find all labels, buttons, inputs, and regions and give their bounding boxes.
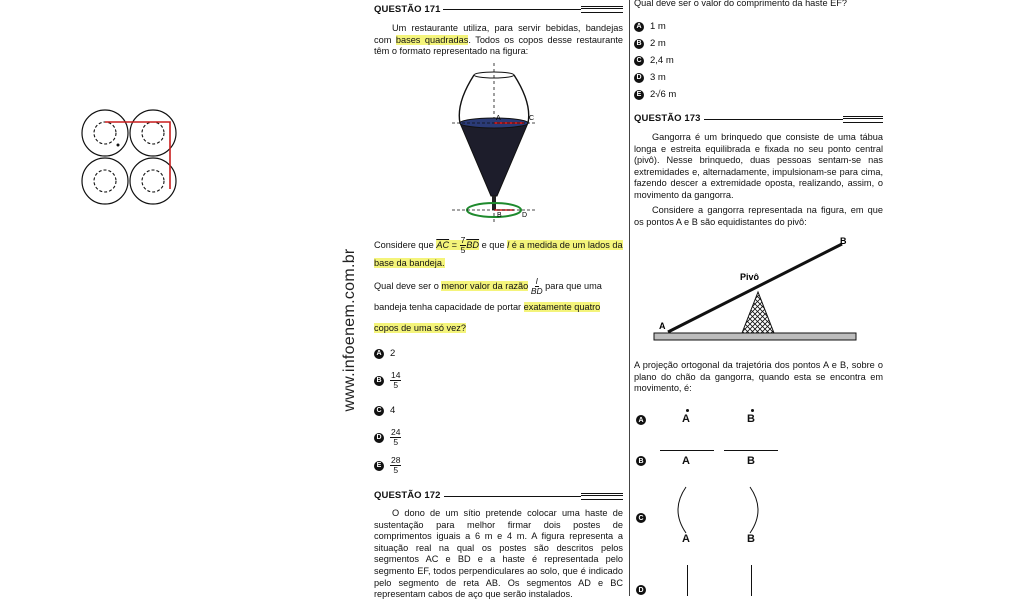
column-divider xyxy=(629,0,630,596)
q171-heading-rule xyxy=(443,9,581,10)
q173-text2: Considere a gangorra representada na figura, em que os pontos A e B são equidistantes do pivô: xyxy=(634,205,883,227)
option-badge: B xyxy=(374,376,384,386)
glass-figure xyxy=(448,63,540,223)
q173-b-line-a xyxy=(660,450,714,451)
option-badge: D xyxy=(634,73,644,83)
highlight-bases-quadradas: bases quadradas xyxy=(395,34,469,45)
q172-heading-rule xyxy=(444,496,581,497)
q173-b-line-b xyxy=(724,450,778,451)
highlight-exatamente-quatro: exatamente quatro copos de uma só vez? xyxy=(374,302,601,333)
seesaw-figure xyxy=(650,234,860,346)
option-badge: D xyxy=(636,585,646,595)
q173-b-label-b: B xyxy=(747,455,755,467)
option-badge: B xyxy=(636,456,646,466)
q171-option-d[interactable]: D $\frac{24}{5}$ xyxy=(374,428,401,447)
option-badge: B xyxy=(634,39,644,49)
q173-option-d[interactable] xyxy=(636,585,652,595)
q171-question: Qual deve ser o menor valor da razão $\frac{l}{BD}$ para que uma bandeja tenha capacidade de portar exatamente quatro copos de uma só vez? xyxy=(374,276,602,333)
q173-c-label-b: B xyxy=(747,533,755,545)
q171-option-a[interactable]: A 2 xyxy=(374,348,395,359)
glass-label-d: D xyxy=(522,212,528,219)
q173-a-dot-a xyxy=(686,409,689,412)
option-badge: C xyxy=(634,56,644,66)
q173-heading-rule xyxy=(704,119,843,120)
q173-c-arcs xyxy=(670,485,770,535)
option-badge: C xyxy=(636,513,646,523)
highlight-l-definition: l é a medida de um lados da base da bandeja. xyxy=(374,239,623,268)
q173-option-b[interactable] xyxy=(636,456,652,466)
q173-text3: A projeção ortogonal da trajetória dos pontos A e B, sobre o plano do chão da gangorra, quando esta se encontra em movimento, é: xyxy=(634,360,883,394)
q173-d-line-b xyxy=(751,565,752,596)
q172-option-a[interactable]: A 1 m xyxy=(634,21,666,32)
q173-option-c[interactable] xyxy=(636,513,652,523)
q173-text1: Gangorra é um brinquedo que consiste de uma tábua longa e estreita equilibrada e fixada no seu ponto central (pivô). Nesse brinquedo, duas pessoas sentam-se nas extremidades e, alternadamente, impulsionam-se para cima, fazendo descer a extremidade oposta, realizando, assim, o movimento da gangorra. xyxy=(634,132,883,200)
seesaw-label-a: A xyxy=(659,321,666,331)
glass-label-b: B xyxy=(497,212,502,219)
q171-option-c[interactable]: C 4 xyxy=(374,405,395,416)
q173-c-label-a: A xyxy=(682,533,690,545)
q171-heading: QUESTÃO 171 xyxy=(374,4,441,15)
tray-figure xyxy=(78,104,182,210)
option-badge: D xyxy=(374,433,384,443)
option-badge: E xyxy=(374,461,384,471)
q172-option-d[interactable]: D 3 m xyxy=(634,72,666,83)
q173-a-label-b: B xyxy=(747,413,755,425)
highlight-ac-ratio: $\overline{AC}$ = $\frac{7}{5}$ $\overline{BD}$ xyxy=(436,235,480,255)
q173-d-line-a xyxy=(687,565,688,596)
q172-option-b[interactable]: B 2 m xyxy=(634,38,666,49)
q173-a-dot-b xyxy=(751,409,754,412)
q172-text: O dono de um sítio pretende colocar uma haste de sustentação para melhor firmar dois postes de comprimentos iguais a 6 m e 4 m. A figura representa a situação real na qual os postes são descritos pelos segmentos AC e BD e a haste é representada pelo segmento EF, todos perpendiculares ao solo, que é indicado pelo segmento de reta AB. Os segmentos AD e BC representam cabos de aço que serão instalados. xyxy=(374,508,623,600)
watermark: www.infoenem.com.br xyxy=(341,248,358,412)
seesaw-label-b: B xyxy=(840,236,847,246)
q173-heading-bar xyxy=(843,116,883,123)
q173-b-label-a: A xyxy=(682,455,690,467)
q172-option-c[interactable]: C 2,4 m xyxy=(634,55,674,66)
glass-label-a: A xyxy=(496,115,501,122)
q171-intro: Um restaurante utiliza, para servir bebidas, bandejas com bases quadradas. Todos os copos desse restaurante têm o formato representado na figura: xyxy=(374,23,623,57)
q171-heading-bar xyxy=(581,6,623,13)
option-badge: C xyxy=(374,406,384,416)
q171-option-b[interactable]: B $\frac{14}{5}$ xyxy=(374,371,401,390)
q173-heading: QUESTÃO 173 xyxy=(634,113,701,124)
q172-question: Qual deve ser o valor do comprimento da haste EF? xyxy=(634,0,847,8)
option-badge: E xyxy=(634,90,644,100)
q173-a-label-a: A xyxy=(682,413,690,425)
q171-consider: Considere que $\overline{AC}$ = $\frac{7}{5}$ $\overline{BD}$ e que l é a medida de um lados da base da bandeja. xyxy=(374,235,623,268)
q172-heading: QUESTÃO 172 xyxy=(374,490,441,501)
q172-option-e[interactable]: E 2√6 m xyxy=(634,89,676,100)
highlight-menor-valor: menor valor da razão xyxy=(441,281,529,291)
q171-option-e[interactable]: E $\frac{28}{5}$ xyxy=(374,456,401,475)
option-badge: A xyxy=(634,22,644,32)
option-badge: A xyxy=(636,415,646,425)
q173-option-a[interactable] xyxy=(636,415,652,425)
option-badge: A xyxy=(374,349,384,359)
q172-heading-bar xyxy=(581,493,623,500)
seesaw-label-pivot: Pivô xyxy=(740,272,760,282)
glass-label-c: C xyxy=(529,115,535,122)
